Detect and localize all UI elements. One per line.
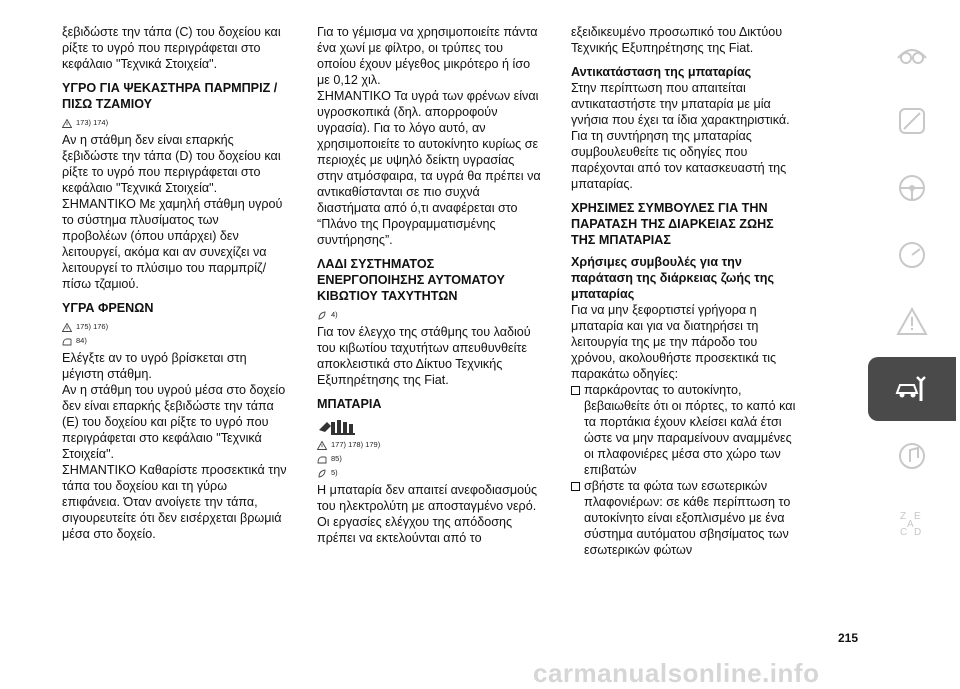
chapter-tab-starting[interactable] bbox=[868, 156, 956, 220]
subheading-battery-replacement: Αντικατάσταση της μπαταρίας bbox=[571, 65, 752, 79]
environment-icon bbox=[317, 469, 327, 478]
column-2 bbox=[317, 24, 542, 546]
warning-reference: 177) 178) 179) bbox=[317, 440, 542, 450]
warning-reference: 173) 174) bbox=[62, 118, 287, 128]
section-heading-battery-tips: ΧΡΗΣΙΜΕΣ ΣΥΜΒΟΥΛΕΣ ΓΙΑ ΤΗΝ ΠΑΡΑΤΑΣΗ ΤΗΣ ΔΙΑΡΚΕΙΑΣ ΖΩΗΣ ΤΗΣ ΜΠΑΤΑΡΙΑΣ bbox=[571, 201, 774, 247]
paragraph: ΣΗΜΑΝΤΙΚΟ Καθαρίστε προσεκτικά την τάπα του δοχείου και τη γύρω επιφάνεια. Όταν ανοίγετε την τάπα, σιγουρευτείτε ότι δεν εισέρχεται βρωμιά μέσα στο δοχείο. bbox=[62, 463, 287, 541]
alphabet-index-icon bbox=[894, 505, 930, 541]
chapter-tab-dashboard[interactable] bbox=[868, 22, 956, 86]
environment-icon bbox=[317, 311, 327, 320]
caution-reference: 84) bbox=[62, 336, 287, 346]
battery-service-icon bbox=[317, 418, 359, 436]
chapter-tab-instruments[interactable] bbox=[868, 223, 956, 287]
list-item: παρκάροντας το αυτοκίνητο, βεβαιωθείτε ότι οι πόρτες, το καπό και τα πορτάκια έχουν κλείσει καλά έτσι ώστε να μην παραμείνουν αναμμένες οι πλαφονιέρες μέσα στο χώρο των επιβατών bbox=[571, 382, 796, 478]
section-heading-battery: ΜΠΑΤΑΡΙΑ bbox=[317, 397, 382, 411]
speaker-note-icon bbox=[894, 438, 930, 474]
paragraph: Για το γέμισμα να χρησιμοποιείτε πάντα ένα χωνί με φίλτρο, οι τρύπες του οποίου έχουν μέγεθος μικρότερο ή ίσο με 0,12 χιλ. bbox=[317, 25, 538, 87]
column-1 bbox=[62, 24, 287, 542]
seat-belt-icon bbox=[894, 103, 930, 139]
caution-reference: 4) bbox=[317, 310, 542, 320]
paragraph: ΣΗΜΑΝΤΙΚΟ Με χαμηλή στάθμη υγρού το σύστημα πλυσίματος των προβολέων (όπου υπάρχει) δεν λειτουργεί, ακόμα και αν συνεχίζει να λειτουργεί το πλύσιμο του παρμπρίζ/πίσω τζαμιού. bbox=[62, 197, 283, 291]
warning-triangle-icon bbox=[894, 304, 930, 340]
svg-text:A: A bbox=[907, 519, 914, 530]
warning-triangle-icon bbox=[62, 323, 72, 332]
svg-text:E: E bbox=[914, 511, 921, 522]
chapter-tab-sidebar bbox=[868, 22, 956, 558]
paragraph: Αν η στάθμη δεν είναι επαρκής ξεβιδώστε την τάπα (D) του δοχείου και ρίξτε το υγρό που περιγράφεται στο κεφάλαιο "Τεχνικά Στοιχεία". bbox=[62, 133, 281, 195]
speedometer-icon bbox=[894, 237, 930, 273]
caution-hand-icon bbox=[62, 337, 72, 346]
bullet-square-icon bbox=[571, 386, 580, 395]
column-3 bbox=[571, 24, 796, 558]
svg-text:D: D bbox=[914, 527, 922, 538]
paragraph: Αν η στάθμη του υγρού μέσα στο δοχείο δεν είναι επαρκής ξεβιδώστε την τάπα (E) του δοχείου και ρίξτε το υγρό που περιγράφεται στο κεφάλαιο "Τεχνικά Στοιχεία". bbox=[62, 383, 286, 461]
chapter-tab-emergency[interactable] bbox=[868, 290, 956, 354]
svg-text:C: C bbox=[900, 527, 908, 538]
caution-hand-icon bbox=[317, 455, 327, 464]
section-heading-brake-fluid: ΥΓΡΑ ΦΡΕΝΩΝ bbox=[62, 301, 154, 315]
car-dashboard-icon bbox=[894, 36, 930, 72]
svg-text:Z: Z bbox=[900, 511, 907, 522]
bullet-square-icon bbox=[571, 482, 580, 491]
warning-triangle-icon bbox=[62, 119, 72, 128]
paragraph: Στην περίπτωση που απαιτείται αντικαταστήστε την μπαταρία με μία γνήσια που έχει τα ίδια χαρακτηριστικά. Για τη συντήρηση της μπαταρίας συμβουλευθείτε τις οδηγίες που παρέχονται από τον κατασκευαστή της μπαταρίας. bbox=[571, 81, 790, 191]
paragraph: Η μπαταρία δεν απαιτεί ανεφοδιασμούς του ηλεκτρολύτη με αποσταγμένο νερό. bbox=[317, 483, 538, 513]
paragraph: εξειδικευμένο προσωπικό του Δικτύου Τεχνικής Εξυπηρέτησης της Fiat. bbox=[571, 25, 783, 55]
environment-reference: 5) bbox=[317, 468, 542, 478]
car-wrench-icon bbox=[894, 371, 930, 407]
steering-wheel-icon bbox=[894, 170, 930, 206]
chapter-tab-multimedia[interactable] bbox=[868, 424, 956, 488]
chapter-tab-maintenance[interactable] bbox=[868, 357, 956, 421]
caution-reference: 85) bbox=[317, 454, 542, 464]
warning-triangle-icon bbox=[317, 441, 327, 450]
paragraph: ΣΗΜΑΝΤΙΚΟ Τα υγρά των φρένων είναι υγροσκοπικά (δηλ. απορροφούν υγρασία). Για το λόγο αυτό, αν χρησιμοποιείτε το αυτοκίνητο κυρίως σε περιοχές με υψηλό δείκτη υγρασίας στην ατμόσφαιρα, τα υγρά θα πρέπει να αντικαθίστανται σε πιο συχνά διαστήματα από ό,τι αναφέρεται στο “Πλάνο της Προγραμματισμένης συντήρησης”. bbox=[317, 89, 541, 247]
watermark: carmanualsonline.info bbox=[533, 658, 820, 688]
subheading-battery-tips: Χρήσιμες συμβουλές για την παράταση της διάρκειας ζωής της μπαταρίας bbox=[571, 255, 775, 301]
page-number: 215 bbox=[838, 631, 859, 645]
chapter-tab-safety[interactable] bbox=[868, 89, 956, 153]
warning-reference: 175) 176) bbox=[62, 322, 287, 332]
paragraph: Οι εργασίες ελέγχου της απόδοσης πρέπει να εκτελούνται από το bbox=[317, 515, 513, 545]
paragraph: ξεβιδώστε την τάπα (C) του δοχείου και ρίξτε το υγρό που περιγράφεται στο κεφάλαιο "Τεχνικά Στοιχεία". bbox=[62, 25, 281, 71]
paragraph: Ελέγξτε αν το υγρό βρίσκεται στη μέγιστη στάθμη. bbox=[62, 351, 247, 381]
chapter-tab-index[interactable] bbox=[868, 491, 956, 555]
section-heading-washer-fluid: ΥΓΡΟ ΓΙΑ ΨΕΚΑΣΤΗΡΑ ΠΑΡΜΠΡΙΖ / ΠΙΣΩ ΤΖΑΜΙΟΥ bbox=[62, 81, 278, 111]
section-heading-transmission-oil: ΛΑΔΙ ΣΥΣΤΗΜΑΤΟΣ ΕΝΕΡΓΟΠΟΙΗΣΗΣ ΑΥΤΟΜΑΤΟΥ ΚΙΒΩΤΙΟΥ ΤΑΧΥΤΗΤΩΝ bbox=[317, 257, 505, 303]
list-item: σβήστε τα φώτα των εσωτερικών πλαφονιέρων: σε κάθε περίπτωση το αυτοκίνητο είναι εξοπλισμένο με ένα σύστημα αυτόματου σβησίματος των εσωτερικών φώτων bbox=[571, 478, 796, 558]
paragraph: Για να μην ξεφορτιστεί γρήγορα η μπαταρία και για να διατηρήσει τη λειτουργία της με την πάροδο του χρόνου, ακολουθήστε προσεκτικά τις παρακάτω οδηγίες: bbox=[571, 303, 777, 381]
paragraph: Για τον έλεγχο της στάθμης του λαδιού του κιβωτίου ταχυτήτων απευθυνθείτε αποκλειστικά στο Δίκτυο Τεχνικής Εξυπηρέτησης της Fiat. bbox=[317, 325, 531, 387]
